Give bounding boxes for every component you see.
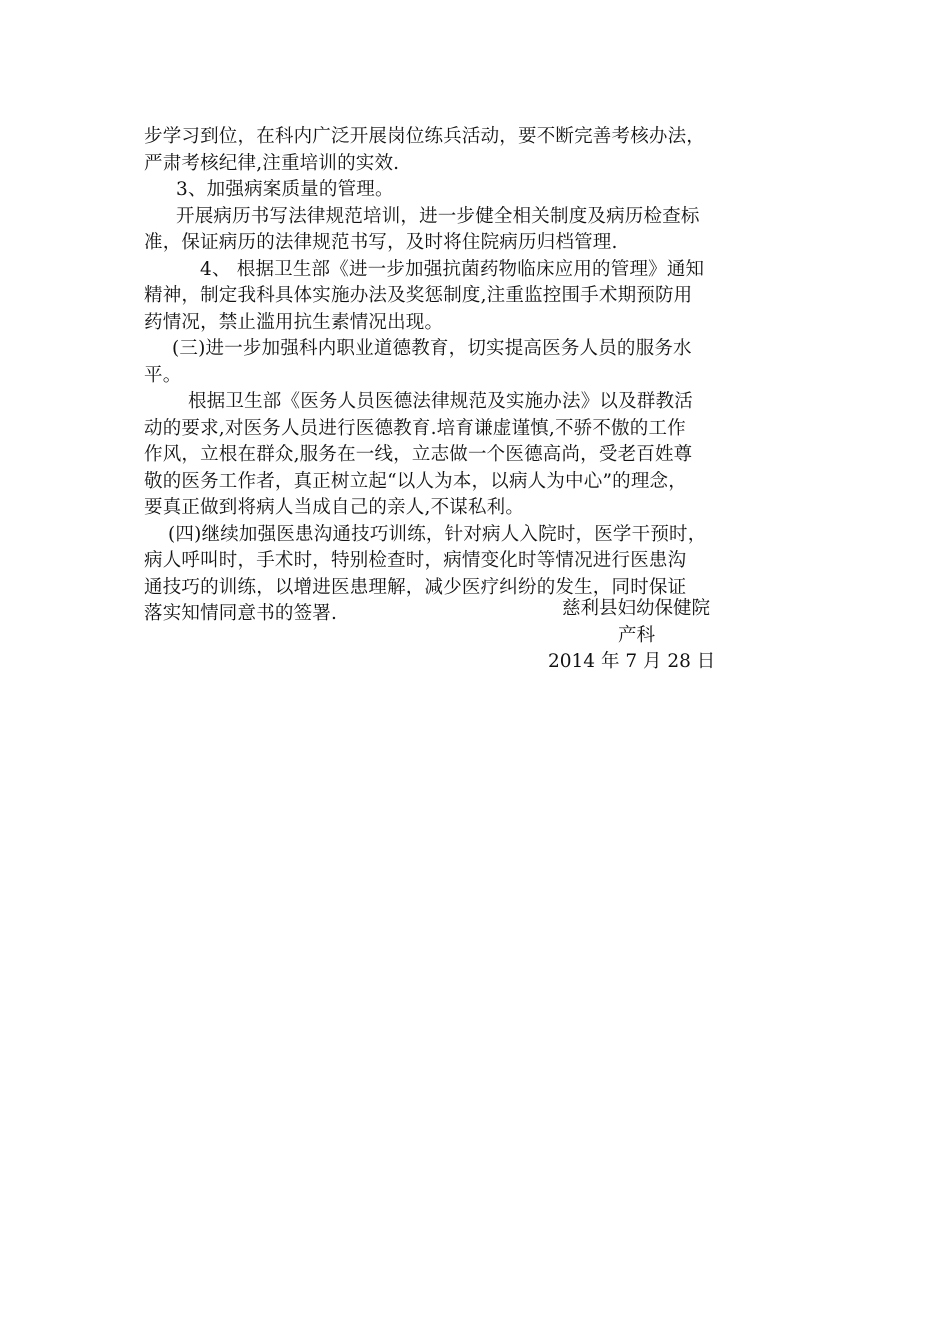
paragraph-heading-ethics: [144, 336, 816, 389]
text-line: 严肃考核纪律,注重培训的实效.: [144, 152, 400, 174]
signature-date: 2014 年 7 月 28 日: [548, 651, 716, 672]
text-line: 步学习到位，在科内广泛开展岗位练兵活动，要不断完善考核办法，: [144, 126, 706, 147]
text-line: 敬的医务工作者，真正树立起“以人为本，以病人为中心”的理念，: [144, 470, 687, 492]
text-line: 平。: [144, 364, 182, 386]
paragraph-ethics: [144, 389, 816, 522]
paragraph-heading-medical-records: [144, 177, 816, 204]
text-line: 作风，立根在群众,服务在一线，立志做一个医德高尚，受老百姓尊: [144, 444, 693, 465]
text-line: 开展病历书写法律规范培训，进一步健全相关制度及病历检查标: [176, 205, 700, 227]
text-line: 4、 根据卫生部《进一步加强抗菌药物临床应用的管理》通知: [200, 258, 705, 280]
text-line: 动的要求,对医务人员进行医德教育.培育谦虚谨慎,不骄不傲的工作: [144, 417, 686, 439]
signature-organization: 慈利县妇幼保健院: [562, 598, 711, 619]
text-line: 精神，制定我科具体实施办法及奖惩制度,注重监控围手术期预防用: [144, 285, 693, 306]
signature-department: 产科: [618, 624, 656, 646]
text-line: (四)继续加强医患沟通技巧训练，针对病人入院时，医学干预时，: [168, 523, 707, 545]
text-line: 药情况，禁止滥用抗生素情况出现。: [144, 311, 444, 333]
text-line: (三)进一步加强科内职业道德教育，切实提高医务人员的服务水: [172, 338, 692, 359]
text-line: 根据卫生部《医务人员医德法律规范及实施办法》以及群教活: [188, 391, 693, 412]
text-line: 病人呼叫时，手术时，特别检查时，病情变化时等情况进行医患沟: [144, 550, 687, 571]
text-line: 落实知情同意书的签署.: [144, 603, 338, 624]
text-line: 3、加强病案质量的管理。: [176, 179, 394, 200]
text-line: 通技巧的训练，以增进医患理解，减少医疗纠纷的发生，同时保证: [144, 576, 687, 598]
paragraph-antibiotics: [144, 257, 816, 337]
text-line: 要真正做到将病人当成自己的亲人,不谋私利。: [144, 497, 525, 518]
paragraph-medical-records: [144, 204, 816, 257]
paragraph-training-continued: [144, 124, 816, 177]
text-line: 准，保证病历的法律规范书写，及时将住院病历归档管理.: [144, 232, 618, 253]
signature-block: [144, 596, 816, 676]
document-body: [144, 124, 816, 628]
